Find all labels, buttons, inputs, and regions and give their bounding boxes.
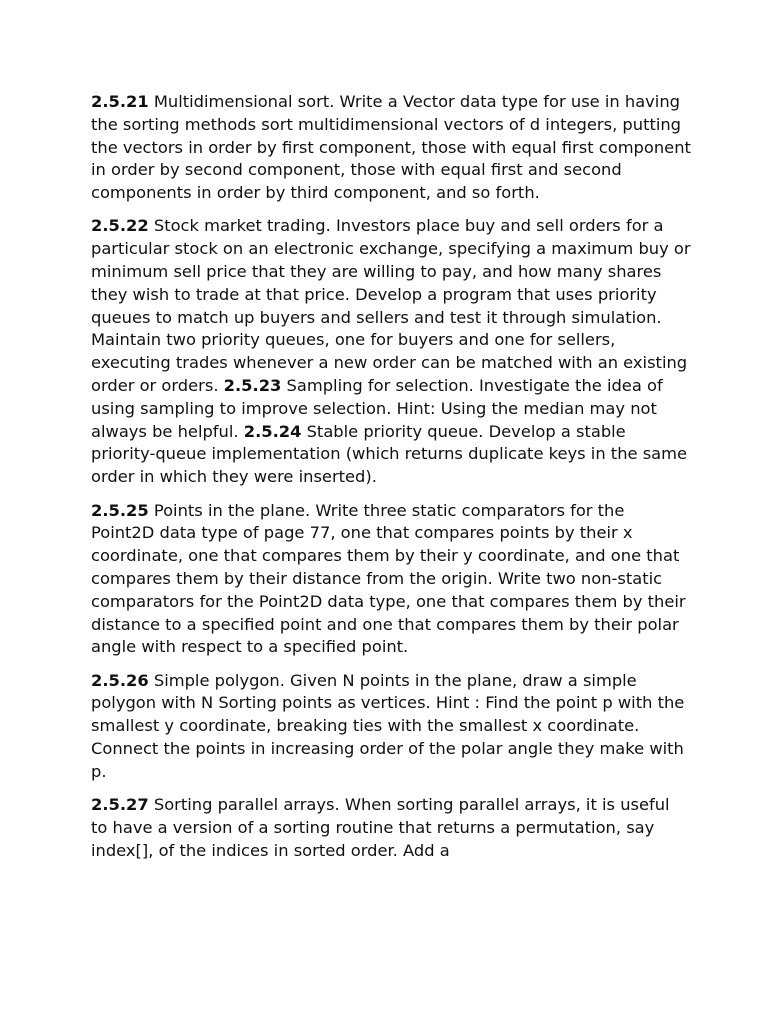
exercise-text: Stable priority queue. Develop a stable priority-queue implementation (which returns duplicate keys in the same order in which they were inserted). bbox=[91, 421, 688, 487]
exercise-paragraph bbox=[91, 500, 691, 660]
exercise-paragraph bbox=[91, 670, 691, 784]
exercise-number: 2.5.25 bbox=[91, 500, 149, 520]
exercise-number: 2.5.26 bbox=[91, 670, 149, 690]
exercise-number: 2.5.23 bbox=[223, 376, 282, 396]
exercise-text: Simple polygon. Given N points in the plane, draw a simple polygon with N Sorting points as vertices. Hint : Find the point p with the smallest y coordinate, breaking ties with the smallest x coordinate. Connect the points in increasing order of the polar angle they make with p. bbox=[91, 670, 685, 781]
exercise-paragraph bbox=[91, 794, 691, 862]
exercise-text: Sorting parallel arrays. When sorting parallel arrays, it is useful to have a version of a sorting routine that returns a permutation, say index[], of the indices in sorted order. Add a bbox=[91, 795, 670, 860]
exercise-text: Multidimensional sort. Write a Vector data type for use in having the sorting methods sort multidimensional vectors of d integers, putting the vectors in order by first component, those with equal first component in order by second component, those with equal first and second components in order by third component, and so forth. bbox=[91, 92, 691, 203]
exercise-number: 2.5.21 bbox=[91, 92, 149, 111]
exercise-number: 2.5.24 bbox=[243, 421, 302, 441]
exercise-text: Stock market trading. Investors place buy and sell orders for a particular stock on an electronic exchange, specifying a maximum buy or minimum sell price that they are willing to pay, and how many shares they wish to trade at that price. Develop a program that uses priority queues to match up buyers and sellers and test it through simulation. Maintain two priority queues, one for buyers and one for sellers, executing trades whenever a new order can be matched with an existing order or orders. bbox=[91, 216, 691, 396]
exercise-number: 2.5.22 bbox=[91, 216, 149, 236]
exercise-text: Points in the plane. Write three static comparators for the Point2D data type of page 77, one that compares points by their x coordinate, one that compares them by their y coordinate, and one that compares them by their distance from the origin. Write two non-static comparators for the Point2D data type, one that compares them by their distance to a specified point and one that compares them by their polar angle with respect to a specified point. bbox=[91, 500, 686, 657]
exercise-number: 2.5.27 bbox=[91, 795, 149, 815]
exercise-text: Sampling for selection. Investigate the idea of using sampling to improve selection. Hint: Using the median may not always be helpful. bbox=[91, 376, 663, 441]
document-page bbox=[91, 91, 691, 873]
exercise-paragraph bbox=[91, 91, 691, 205]
exercise-paragraph bbox=[91, 215, 691, 489]
